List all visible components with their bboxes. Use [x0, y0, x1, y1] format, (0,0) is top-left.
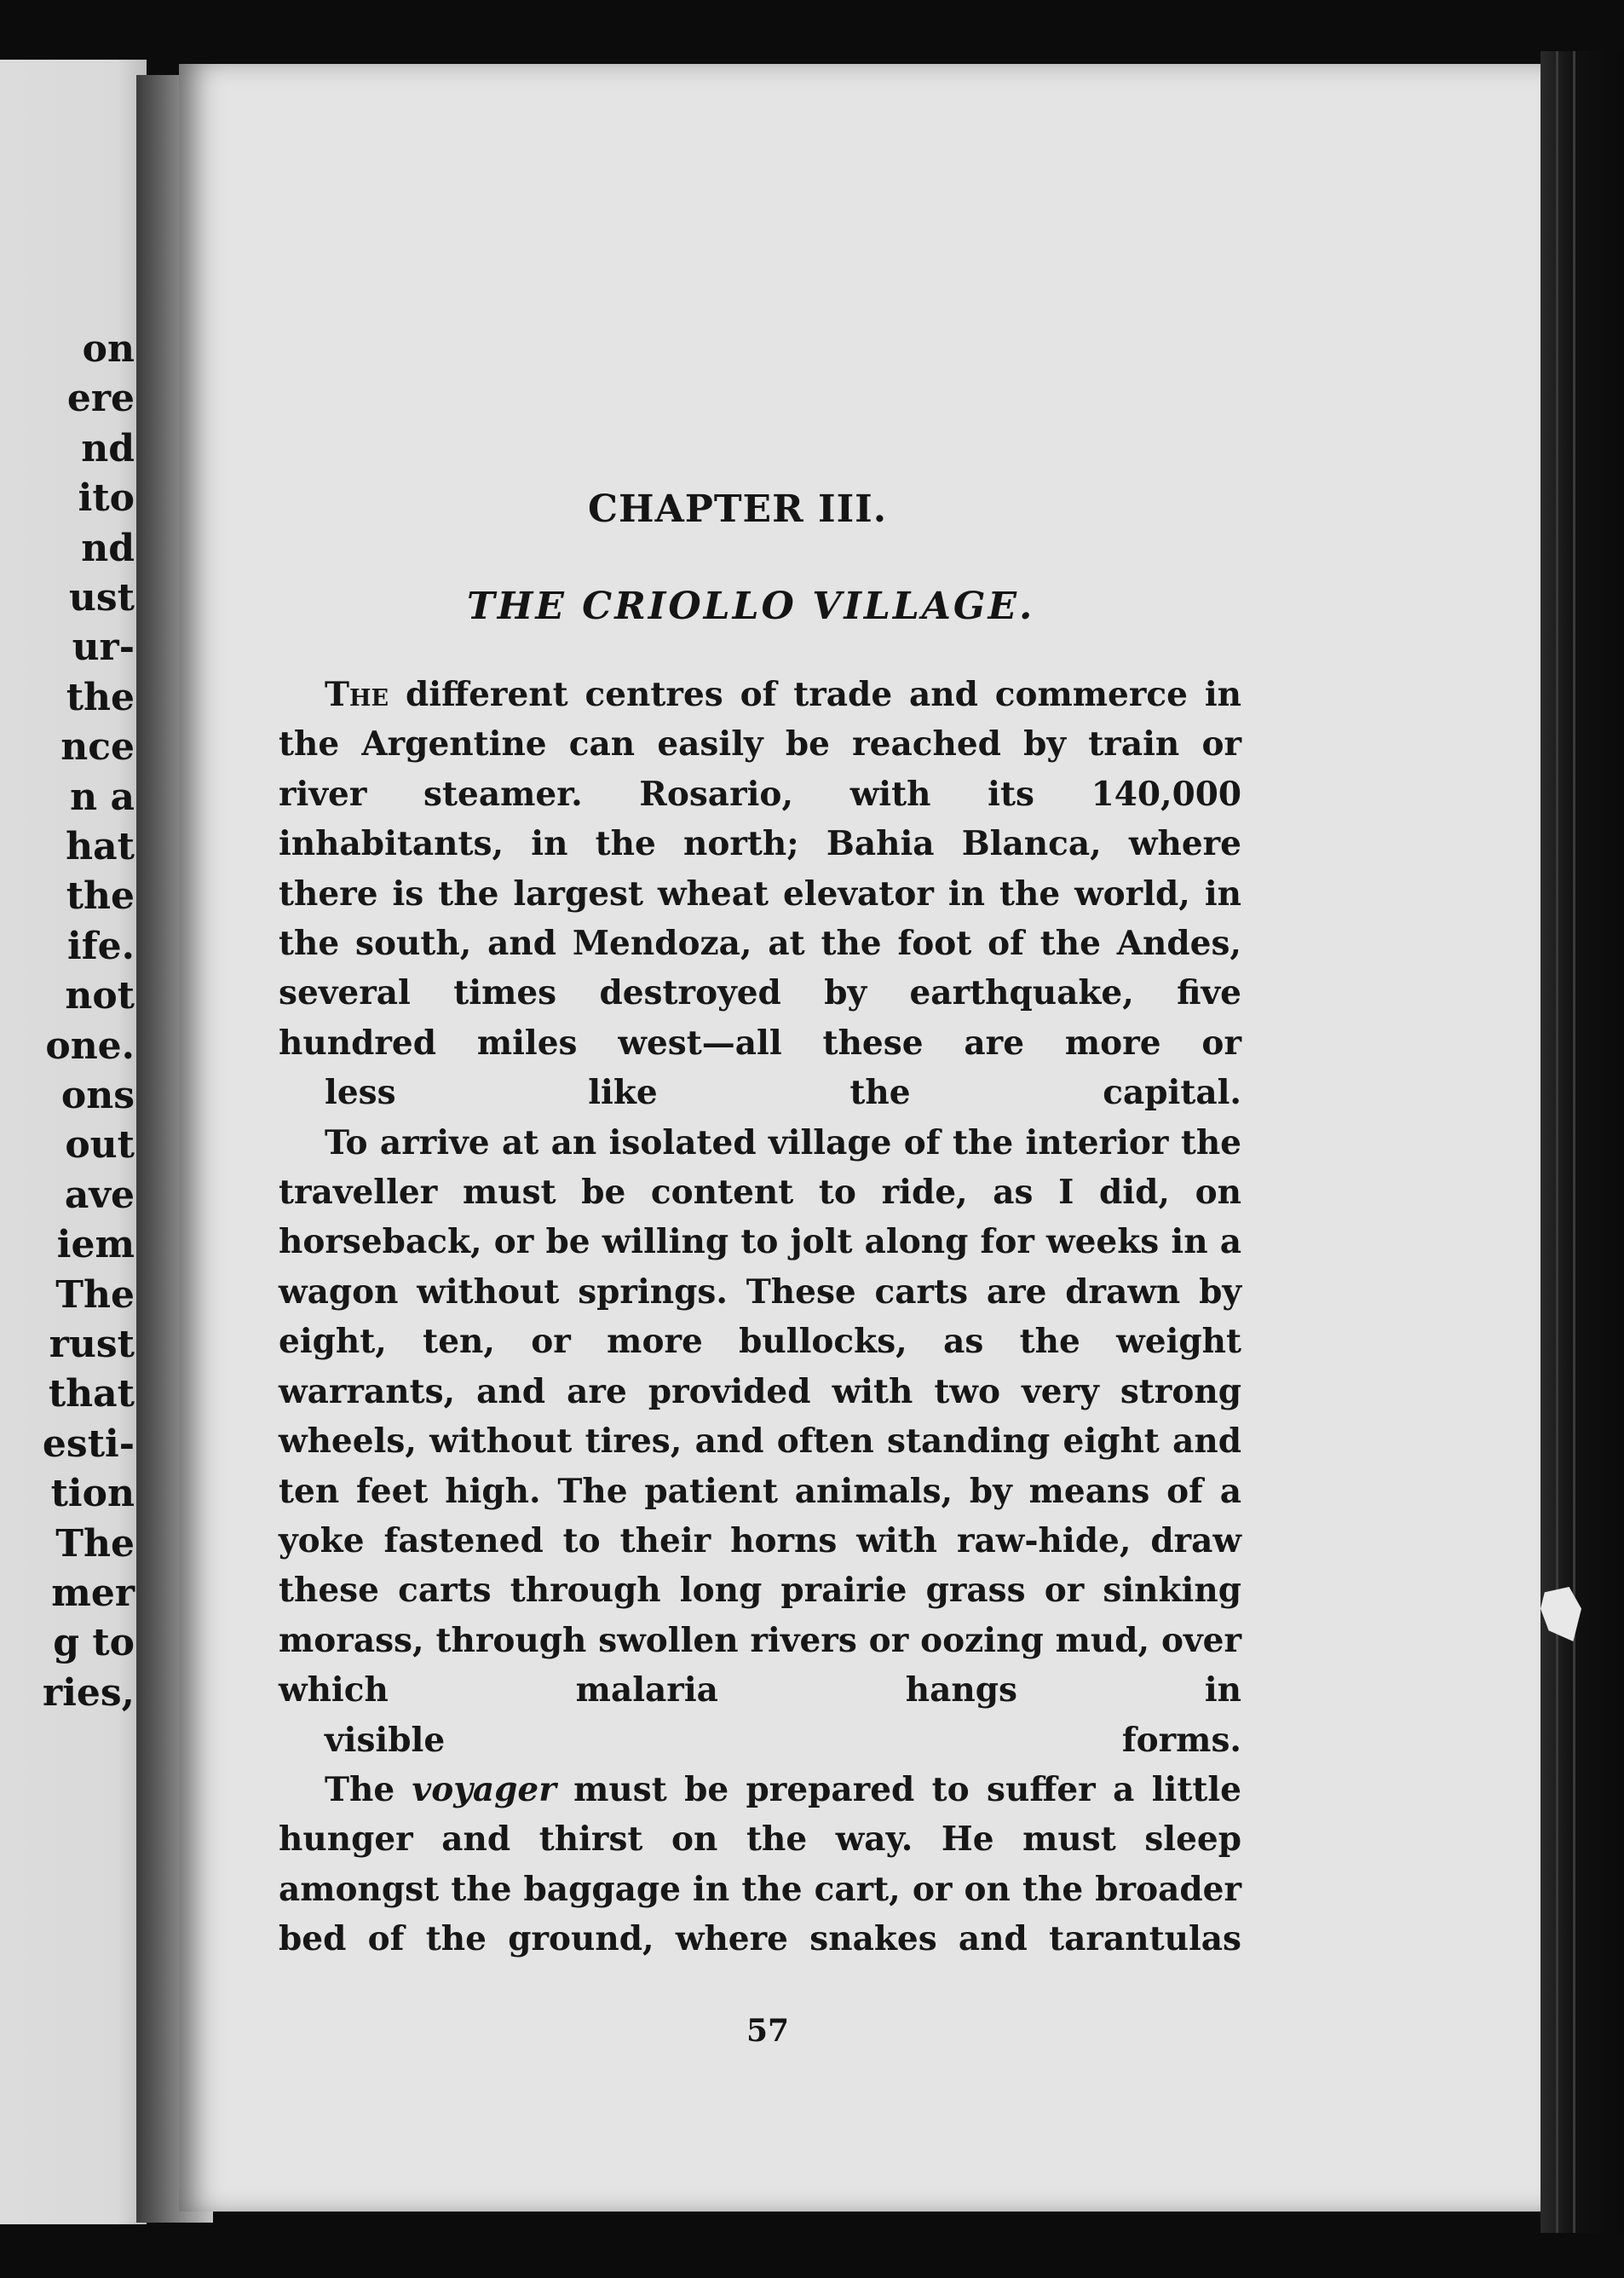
paragraph-text: must be prepared to suffer a little hunger and thirst on the way. He must sleep amongst the baggage in the cart, or on the broader bed of the ground, where snakes and tarantulas	[279, 1769, 1241, 1959]
left-page-line-fragment: ust	[68, 576, 135, 620]
drop-word: The	[325, 675, 389, 714]
paragraph-text: To arrive at an isolated village of the interior the traveller must be content to ride, as I did, on horseback, or be willing to jolt along for weeks in a wagon without springs. These carts are drawn by eight, ten, or more bullocks, as the weight warrants, and are provided with two very strong wheels, without tires, and often standing eight and ten feet high. The patient animals, by means of a yoke fastened to their horns with raw-hide, draw these carts through long prairie grass or sinking morass, through swollen rivers or oozing mud, over which malaria hangs in	[279, 1122, 1241, 1710]
left-page-line-fragment: n a	[70, 775, 135, 819]
paragraph-last-line: less like the capital.	[325, 1073, 1241, 1113]
left-page-line-fragment: ave	[64, 1173, 135, 1217]
left-facing-page	[0, 60, 147, 2224]
left-page-line-fragment: the	[66, 874, 135, 919]
page-edge-line	[1573, 51, 1575, 2233]
left-page-line-fragment: The	[55, 1521, 135, 1566]
paragraph-last-line: visible forms.	[325, 1720, 1241, 1760]
paragraph-text: The	[325, 1769, 412, 1809]
left-page-line-fragment: ere	[66, 377, 135, 421]
left-page-line-fragment: ife.	[67, 924, 135, 968]
left-page-line-fragment: ons	[60, 1074, 135, 1117]
left-page-line-fragment: one.	[45, 1024, 135, 1068]
left-page-line-fragment: The	[55, 1272, 135, 1317]
paragraph	[279, 1118, 1241, 1765]
paragraph-text: different centres of trade and commerce in the Argentine can easily be reached by train or river steamer. Rosario, with its 140,000 inhabitants, in the north; Bahia Blanca, where there is the largest wheat elevator in the world, in the south, and Mendoza, at the foot of the Andes, several times destroyed by earthquake, five hundred miles west—all these are more or	[279, 675, 1241, 1063]
left-page-line-fragment: out	[65, 1123, 135, 1168]
left-page-line-fragment: on	[82, 327, 135, 371]
left-page-line-fragment: rust	[49, 1323, 135, 1366]
left-page-line-fragment: ries,	[43, 1670, 135, 1715]
page-edge-line	[1556, 51, 1558, 2233]
left-page-line-fragment: that	[48, 1372, 135, 1416]
left-page-line-fragment: g to	[53, 1621, 135, 1665]
left-page-line-fragment: mer	[51, 1572, 135, 1615]
left-page-line-fragment: tion	[50, 1472, 135, 1516]
chapter-heading: CHAPTER III.	[588, 487, 888, 531]
left-page-line-fragment: nce	[60, 725, 135, 770]
italic-word: voyager	[412, 1769, 556, 1809]
left-page-line-fragment: iem	[56, 1223, 135, 1267]
left-page-line-fragment: nd	[81, 426, 135, 470]
paragraph	[279, 1765, 1241, 1964]
paragraph	[279, 670, 1241, 1118]
left-page-line-fragment: ito	[78, 476, 135, 521]
page-number: 57	[746, 2013, 790, 2049]
left-page-line-fragment: ur-	[72, 626, 135, 670]
left-page-line-fragment: hat	[66, 825, 135, 868]
body-text	[279, 670, 1241, 1964]
left-page-line-fragment: nd	[81, 526, 135, 570]
left-page-line-fragment: not	[65, 974, 135, 1018]
left-page-line-fragment: the	[66, 675, 135, 719]
left-page-line-fragment: esti-	[42, 1422, 135, 1466]
page-edge-right	[1540, 51, 1624, 2233]
chapter-title: THE CRIOLLO VILLAGE.	[467, 585, 1035, 628]
